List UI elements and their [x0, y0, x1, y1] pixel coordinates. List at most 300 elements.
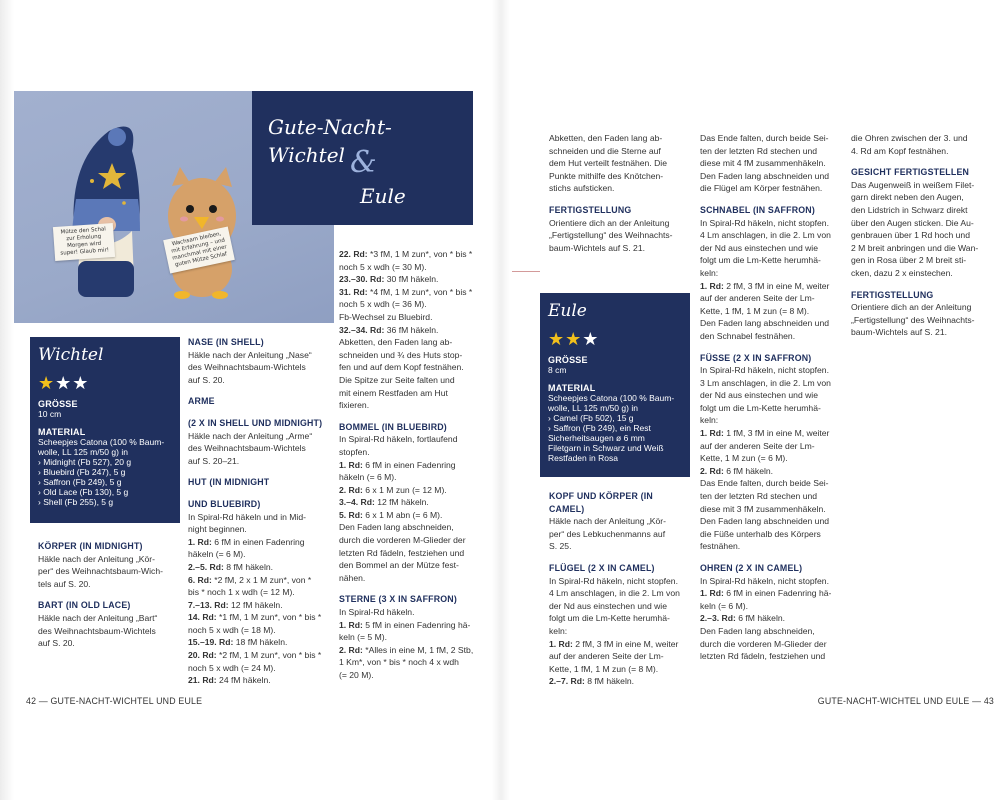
material-line: Scheepjes Catona (100 % Baum- — [38, 437, 165, 447]
body-line — [700, 280, 840, 293]
body-line — [851, 242, 989, 255]
body-line — [339, 496, 479, 509]
material-line: wolle, LL 125 m/50 g) in — [548, 403, 638, 413]
text-column-6 — [700, 132, 840, 663]
body-text: Den Faden lang abschneiden und — [700, 516, 830, 527]
body-text: Den Faden lang abschneiden und — [700, 170, 830, 181]
body-line — [188, 511, 326, 524]
body-text: den Lidstrich in Schwarz direkt — [851, 204, 968, 215]
wichtel-difficulty-stars — [38, 373, 89, 394]
body-line — [339, 572, 479, 585]
body-text: nähen. — [339, 572, 366, 583]
body-line — [549, 242, 687, 255]
body-line — [851, 314, 989, 327]
body-line — [549, 528, 687, 541]
body-text: der Nd aus einstechen und wie — [700, 242, 819, 253]
body-text: 6 fM in einen Fadenring hä- — [723, 588, 832, 599]
body-line — [188, 523, 326, 536]
body-line — [339, 336, 479, 349]
body-text: *4 fM, 1 M zun*, von * bis * — [367, 286, 473, 297]
body-text: In Spiral-Rd häkeln, nicht stopfen. — [700, 217, 829, 228]
body-line — [851, 145, 989, 158]
body-line — [188, 536, 326, 549]
body-line — [339, 374, 479, 387]
body-line — [188, 636, 326, 649]
body-text: Häkle nach der Anleitung „Bart“ — [38, 612, 158, 623]
footer-dash-left: — — [38, 696, 48, 706]
section-heading: GESICHT FERTIGSTELLEN — [851, 167, 970, 178]
section-heading: FERTIGSTELLUNG — [851, 289, 934, 300]
body-line — [851, 217, 989, 230]
body-line — [700, 317, 840, 330]
body-line — [851, 179, 989, 192]
body-line — [700, 427, 840, 440]
body-text: „Fertigstellung“ des Weihnachts- — [851, 314, 975, 325]
body-text: ten der letzten Rd stechen und — [700, 145, 818, 156]
body-line — [339, 261, 479, 274]
body-line — [188, 662, 326, 675]
material-line: › Saffron (Fb 249), 5 g — [38, 477, 122, 487]
body-line — [339, 631, 479, 644]
body-line — [38, 578, 176, 591]
round-label: 14. Rd: — [188, 612, 217, 623]
body-text: gen in Rosa über 2 M breit sti- — [851, 255, 967, 266]
body-line — [700, 638, 840, 651]
body-text: dem Hut verteilt festnähen. Die — [549, 158, 667, 169]
body-line — [549, 587, 687, 600]
body-text: noch 5 x wdh (= 30 M). — [339, 261, 427, 272]
section-heading: BART (IN OLD LACE) — [38, 600, 131, 611]
body-line — [339, 324, 479, 337]
body-line — [188, 599, 326, 612]
body-text: In Spiral-Rd häkeln, nicht stopfen. — [700, 365, 829, 376]
star-empty-icon: ★ — [72, 373, 90, 393]
section-heading-cont: UND BLUEBIRD) — [188, 498, 261, 509]
body-text: durch die vorderen M-Glieder der — [339, 535, 466, 546]
section-heading: KÖRPER (IN MIDNIGHT) — [38, 541, 143, 551]
material-line: › Shell (Fb 255), 5 g — [38, 497, 114, 507]
body-line — [339, 349, 479, 362]
body-text: 12 fM häkeln. — [374, 497, 429, 508]
body-line — [549, 625, 687, 638]
round-label: 1. Rd: — [339, 619, 363, 630]
body-text: 1 fM, 3 fM in eine M, weiter — [723, 428, 830, 439]
wichtel-box-content — [38, 399, 174, 507]
title-line-3: Eule — [360, 184, 406, 208]
body-line — [339, 459, 479, 472]
text-column-3 — [339, 248, 479, 682]
body-text: 3 Lm anschlagen, in die 2. Lm von — [700, 377, 831, 388]
material-line: Sicherheitsaugen ø 6 mm — [548, 433, 645, 443]
body-line — [700, 389, 840, 402]
body-text: keln: — [549, 625, 568, 636]
body-line — [851, 301, 989, 314]
body-line — [549, 663, 687, 676]
body-text: Kette, 1 fM, 1 M zun (= 8 M). — [700, 305, 810, 316]
body-text: diese mit 4 fM zusammenhäkeln. — [700, 158, 826, 169]
body-line — [700, 330, 840, 343]
round-label: 20. Rd: — [188, 650, 217, 661]
gnome-sign: Mütze den Schal zur Erholung Morgen wird super! Glaub mir! — [53, 223, 115, 261]
body-line — [339, 387, 479, 400]
body-line — [339, 311, 479, 324]
body-text: In Spiral-Rd häkeln. — [339, 607, 415, 618]
section-heading: FÜSSE (2 X IN SAFFRON) — [700, 352, 812, 363]
round-label: 1. Rd: — [700, 588, 724, 599]
section-heading: SCHNABEL (IN SAFFRON) — [700, 204, 815, 215]
body-text: 6 fM häkeln. — [723, 465, 774, 476]
body-text: festnähen. — [700, 541, 741, 552]
section-heading-cont: (2 X IN SHELL UND MIDNIGHT) — [188, 417, 323, 428]
body-text: auf der anderen Seite der Lm- — [549, 651, 664, 662]
body-text: baum-Wichtels auf S. 21. — [549, 242, 646, 253]
body-line — [339, 606, 479, 619]
body-text: Häkle nach der Anleitung „Kör- — [38, 553, 156, 564]
body-line — [339, 471, 479, 484]
wichtel-size: 10 cm — [38, 409, 62, 419]
material-line: › Midnight (Fb 527), 20 g — [38, 457, 132, 467]
eule-material-heading: MATERIAL — [548, 383, 596, 393]
wichtel-info-box — [30, 337, 180, 523]
material-line: › Saffron (Fb 249), ein Rest — [548, 423, 651, 433]
body-line — [851, 191, 989, 204]
round-label: 31. Rd: — [339, 286, 368, 297]
eule-box-content — [548, 355, 684, 463]
body-text: letzten Rd fädeln, festziehen und — [700, 651, 826, 662]
round-label: 2. Rd: — [339, 484, 363, 495]
body-line — [188, 374, 326, 387]
round-label: 1. Rd: — [549, 638, 573, 649]
body-text: die Ohren zwischen der 3. und — [851, 133, 968, 143]
round-label: 21. Rd: — [188, 675, 217, 686]
body-text: Fb-Wechsel zu Bluebird. — [339, 311, 433, 322]
body-text: häkeln (= 6 M). — [188, 549, 246, 560]
wichtel-size-heading: GRÖSSE — [38, 399, 78, 409]
round-label: 5. Rd: — [339, 509, 363, 520]
body-line — [38, 637, 176, 650]
body-line — [549, 650, 687, 663]
body-line — [700, 625, 840, 638]
eule-info-box — [540, 293, 690, 477]
body-text: tels auf S. 20. — [38, 578, 91, 589]
body-line — [549, 638, 687, 651]
body-line — [549, 132, 687, 145]
body-text: Punkte mithilfe des Knötchen- — [549, 170, 664, 181]
body-line — [851, 254, 989, 267]
eule-material-list — [548, 393, 684, 463]
body-text: keln: — [700, 415, 719, 426]
section-heading: STERNE (3 X IN SAFFRON) — [339, 594, 457, 605]
body-text: *2 fM, 2 x 1 M zun*, von * — [211, 574, 312, 585]
round-label: 2.–3. Rd: — [700, 613, 736, 624]
body-line — [339, 248, 479, 261]
body-line — [700, 477, 840, 490]
body-text: 6 x 1 M zun (= 12 M). — [362, 484, 447, 495]
text-column-4 — [549, 132, 687, 254]
text-column-1 — [38, 540, 176, 650]
body-text: 2 fM, 3 fM in eine M, weiter — [723, 280, 830, 291]
body-text: Häkle nach der Anleitung „Nase“ — [188, 349, 312, 360]
body-line — [339, 656, 479, 669]
body-text: 8 fM häkeln. — [584, 676, 635, 687]
body-text: 18 fM häkeln. — [233, 637, 288, 648]
body-line — [700, 503, 840, 516]
round-label: 2. Rd: — [339, 644, 363, 655]
round-label: 1. Rd: — [700, 428, 724, 439]
running-title-left: GUTE-NACHT-WICHTEL UND EULE — [50, 696, 203, 706]
body-text: 6 fM häkeln. — [735, 613, 786, 624]
body-text: 6 fM in einen Fadenring — [362, 459, 456, 470]
body-text: In Spiral-Rd häkeln und in Mid- — [188, 511, 306, 522]
body-text: folgt um die Lm-Kette herumhä- — [549, 613, 670, 624]
body-line — [549, 217, 687, 230]
body-text: 6 fM in einen Fadenring — [211, 536, 305, 547]
round-label: 2.–7. Rd: — [549, 676, 585, 687]
body-text: fixieren. — [339, 400, 370, 411]
body-text: auf der anderen Seite der Lm- — [700, 293, 815, 304]
body-text: S. 25. — [549, 541, 572, 552]
page-number-left: 42 — [26, 696, 37, 706]
round-label: 15.–19. Rd: — [188, 637, 234, 648]
section-divider — [512, 271, 540, 272]
body-text: fen und auf dem Kopf festnähen. — [339, 362, 464, 373]
material-line: wolle, LL 125 m/50 g) in — [38, 447, 128, 457]
eule-difficulty-stars — [548, 329, 599, 350]
body-line — [700, 132, 840, 145]
wichtel-material-heading: MATERIAL — [38, 427, 86, 437]
body-line — [188, 586, 326, 599]
footer-left — [26, 696, 202, 706]
body-line — [188, 430, 326, 443]
body-text: auf S. 20. — [38, 638, 75, 649]
body-line — [700, 528, 840, 541]
section-heading: ARME — [188, 396, 215, 407]
body-line — [549, 675, 687, 688]
body-line — [700, 182, 840, 195]
body-line — [549, 515, 687, 528]
body-line — [339, 399, 479, 412]
body-line — [700, 490, 840, 503]
text-column-7 — [851, 132, 989, 339]
body-line — [700, 157, 840, 170]
body-line — [851, 326, 989, 339]
body-line — [851, 229, 989, 242]
body-text: Das Augenweiß in weißem Filet- — [851, 179, 975, 190]
star-empty-icon: ★ — [582, 329, 600, 349]
text-column-5 — [549, 490, 687, 688]
body-line — [700, 414, 840, 427]
body-text: Abketten, den Faden lang ab- — [339, 337, 453, 348]
body-line — [700, 600, 840, 613]
body-line — [700, 377, 840, 390]
body-line — [700, 217, 840, 230]
title-block — [252, 91, 473, 225]
body-text: folgt um die Lm-Kette herumhä- — [700, 402, 821, 413]
body-text: Das Ende falten, durch beide Sei- — [700, 478, 829, 489]
page-number-right: 43 — [983, 696, 994, 706]
body-text: auf der anderen Seite der Lm- — [700, 440, 815, 451]
round-label: 23.–30. Rd: — [339, 274, 385, 285]
star-filled-icon: ★ — [565, 329, 583, 349]
body-text: per“ des Lebkuchenmanns auf — [549, 528, 666, 539]
body-text: 4 Lm anschlagen, in die 2. Lm von — [549, 588, 680, 599]
body-line — [700, 465, 840, 478]
body-text: Die Spitze zur Seite falten und — [339, 374, 455, 385]
body-text: des Weihnachtsbaum-Wichtels — [188, 362, 306, 373]
body-text: auf S. 20. — [188, 374, 225, 385]
eule-size: 8 cm — [548, 365, 567, 375]
body-line — [549, 157, 687, 170]
body-line — [188, 442, 326, 455]
material-line: Filetgarn in Schwarz und Weiß — [548, 443, 664, 453]
body-line — [339, 484, 479, 497]
body-text: 24 fM häkeln. — [216, 675, 271, 686]
body-text: der Nd aus einstechen und wie — [700, 390, 819, 401]
body-line — [188, 548, 326, 561]
body-line — [700, 540, 840, 553]
body-line — [700, 170, 840, 183]
body-line — [188, 349, 326, 362]
body-text: 2 M breit anbringen und die Wan- — [851, 242, 979, 253]
title-line-2: Wichtel — [268, 143, 345, 167]
body-text: folgt um die Lm-Kette herumhä- — [700, 255, 821, 266]
body-text: Den Faden lang abschneiden, — [700, 625, 815, 636]
body-text: 12 fM häkeln. — [228, 599, 283, 610]
material-line: Restfaden in Rosa — [548, 453, 618, 463]
star-filled-icon: ★ — [548, 329, 566, 349]
body-line — [38, 612, 176, 625]
body-line — [38, 565, 176, 578]
body-line — [549, 575, 687, 588]
body-text: auf S. 20–21. — [188, 455, 240, 466]
owl-sign: Wachsam bleiben, mit Erfahrung – und manchmal mit einer guten Mütze Schlaf — [163, 227, 235, 274]
body-line — [851, 132, 989, 145]
title-ampersand: & — [350, 145, 377, 180]
body-text: Den Faden lang abschneiden und — [700, 318, 830, 329]
body-text: per“ des Weihnachtsbaum-Wich- — [38, 566, 163, 577]
body-text: Den Faden lang abschneiden, — [339, 522, 454, 533]
body-line — [188, 624, 326, 637]
body-text: In Spiral-Rd häkeln, fortlaufend — [339, 434, 458, 445]
round-label: 2. Rd: — [700, 465, 724, 476]
body-text: *1 fM, 1 M zun*, von * bis * — [216, 612, 322, 623]
body-text: 4 Lm anschlagen, in die 2. Lm von — [700, 230, 831, 241]
body-line — [339, 547, 479, 560]
body-text: stopfen. — [339, 446, 370, 457]
star-empty-icon: ★ — [55, 373, 73, 393]
body-text: genbrauen über 1 Rd hoch und — [851, 230, 970, 241]
body-text: In Spiral-Rd häkeln, nicht stopfen. — [549, 575, 678, 586]
body-text: durch die vorderen M-Glieder der — [700, 638, 827, 649]
body-text: night beginnen. — [188, 524, 247, 535]
body-line — [188, 561, 326, 574]
text-column-2 — [188, 336, 326, 687]
material-line: › Camel (Fb 502), 15 g — [548, 413, 634, 423]
section-heading: FERTIGSTELLUNG — [549, 204, 632, 215]
wichtel-material-list — [38, 437, 174, 507]
body-text: Häkle nach der Anleitung „Arme“ — [188, 430, 313, 441]
body-text: cken, dazu 2 x einstechen. — [851, 267, 953, 278]
section-heading: FLÜGEL (2 X IN CAMEL) — [549, 562, 655, 573]
body-line — [339, 298, 479, 311]
body-text: des Weihnachtsbaum-Wichtels — [188, 443, 306, 454]
left-page-edge — [0, 0, 14, 800]
body-line — [700, 575, 840, 588]
body-text: „Fertigstellung“ des Weihnachts- — [549, 230, 673, 241]
body-line — [851, 204, 989, 217]
body-text: diese mit 3 fM zusammenhäkeln. — [700, 503, 826, 514]
round-label: 22. Rd: — [339, 249, 368, 259]
title-line-1: Gute-Nacht- — [268, 115, 392, 139]
section-heading: OHREN (2 X IN CAMEL) — [700, 563, 803, 573]
body-text: mit einem Restfaden am Hut — [339, 387, 448, 398]
body-text: 1 Km*, von * bis * noch 4 x wdh — [339, 657, 459, 668]
body-text: (= 20 M). — [339, 670, 374, 680]
body-line — [339, 619, 479, 632]
body-line — [700, 515, 840, 528]
body-line — [549, 170, 687, 183]
body-line — [700, 229, 840, 242]
body-line — [851, 267, 989, 280]
body-text: noch 5 x wdh (= 24 M). — [188, 662, 276, 673]
body-text: keln: — [700, 267, 719, 278]
body-line — [700, 242, 840, 255]
body-line — [700, 267, 840, 280]
body-text: Häkle nach der Anleitung „Kör- — [549, 516, 667, 527]
body-line — [549, 229, 687, 242]
body-text: *Alles in eine M, 1 fM, 2 Stb, — [362, 644, 474, 655]
body-text: garn direkt neben den Augen, — [851, 192, 964, 203]
body-line — [700, 440, 840, 453]
body-line — [339, 559, 479, 572]
section-heading: KOPF UND KÖRPER (IN CAMEL) — [549, 491, 653, 514]
body-text: Abketten, den Faden lang ab- — [549, 133, 663, 143]
body-line — [339, 433, 479, 446]
body-line — [188, 361, 326, 374]
footer-dash-right: — — [972, 696, 982, 706]
body-line — [339, 521, 479, 534]
body-line — [339, 361, 479, 374]
running-title-right: GUTE-NACHT-WICHTEL UND EULE — [817, 696, 970, 706]
body-line — [549, 145, 687, 158]
body-text: die Füße unterhalb des Körpers — [700, 528, 821, 539]
body-line — [38, 625, 176, 638]
body-line — [700, 612, 840, 625]
body-line — [549, 182, 687, 195]
body-text: Kette, 1 M zun (= 6 M). — [700, 453, 788, 464]
body-line — [700, 254, 840, 267]
body-text: 36 fM häkeln. — [384, 324, 439, 335]
body-text: über den Augen sticken. Die Au- — [851, 217, 974, 228]
body-text: Orientiere dich an der Anleitung — [851, 302, 972, 313]
body-line — [339, 446, 479, 459]
section-heading: BOMMEL (IN BLUEBIRD) — [339, 421, 447, 432]
body-line — [700, 292, 840, 305]
body-text: den Schnabel festnähen. — [700, 330, 796, 341]
body-line — [339, 509, 479, 522]
round-label: 2.–5. Rd: — [188, 561, 224, 572]
body-line — [339, 273, 479, 286]
round-label: 3.–4. Rd: — [339, 497, 375, 508]
wichtel-box-title: Wichtel — [38, 345, 104, 365]
material-line: Scheepjes Catona (100 % Baum- — [548, 393, 675, 403]
body-line — [549, 600, 687, 613]
body-line — [339, 286, 479, 299]
body-text: letzten Rd fädeln, festziehen und — [339, 547, 465, 558]
round-label: 1. Rd: — [339, 459, 363, 470]
section-heading: NASE (IN SHELL) — [188, 337, 264, 347]
body-text: baum-Wichtels auf S. 21. — [851, 327, 948, 338]
